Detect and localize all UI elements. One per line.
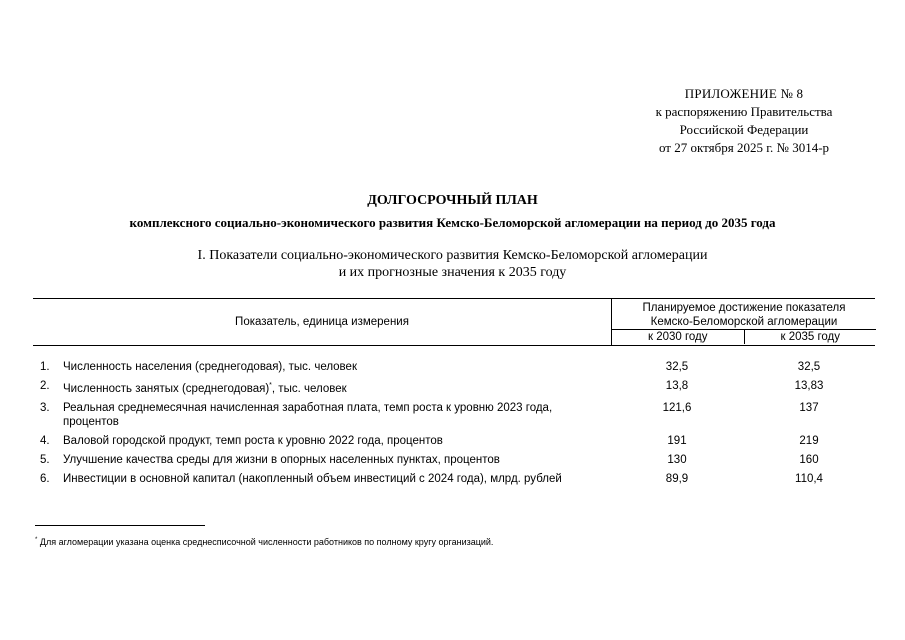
- row-number: 2.: [40, 380, 50, 392]
- row-indicator-text: Численность занятых (среднегодовая): [63, 382, 270, 395]
- section-heading-line-1: I. Показатели социально-экономического развития Кемско-Беломорской агломерации: [197, 248, 708, 263]
- row-value-2035: 13,83: [794, 380, 824, 392]
- table-row: [33, 434, 875, 448]
- row-number: 5.: [40, 453, 50, 466]
- table-row: [33, 360, 875, 374]
- footnote-mark: *: [35, 537, 38, 543]
- table-row: [33, 453, 875, 467]
- row-number: 1.: [40, 361, 50, 373]
- section-heading: [0, 247, 905, 281]
- row-value-2035: 110,4: [795, 472, 823, 485]
- appendix-title: ПРИЛОЖЕНИЕ № 8: [684, 86, 804, 101]
- row-number: 6.: [40, 472, 50, 485]
- row-value-2030: 130: [667, 453, 687, 466]
- section-heading-line-2: и их прогнозные значения к 2035 году: [338, 265, 567, 280]
- footnote-marker: *: [269, 382, 272, 389]
- planned-label: [612, 299, 876, 330]
- row-indicator: [63, 379, 611, 396]
- plan-title: ДОЛГОСРОЧНЫЙ ПЛАН: [367, 193, 538, 208]
- appendix-header: [629, 85, 859, 157]
- row-value-2030: 13,8: [665, 380, 689, 392]
- table-row: [33, 401, 875, 429]
- row-indicator: Инвестиции в основной капитал (накопленный объем инвестиций с 2024 года), млрд. рублей: [63, 472, 562, 485]
- year-headers: [612, 330, 876, 344]
- row-value-2035: 219: [799, 434, 819, 447]
- row-indicator-unit: , тыс. человек: [271, 382, 347, 395]
- row-value-2030: 89,9: [665, 472, 689, 485]
- column-header-2035: к 2035 году: [744, 330, 877, 344]
- row-indicator: Численность населения (среднегодовая), тыс. человек: [63, 361, 357, 373]
- row-value-2035: 32,5: [797, 361, 821, 373]
- row-number: 4.: [40, 434, 50, 447]
- planned-label-line-2: Кемско-Беломорской агломерации: [650, 316, 838, 328]
- row-value-2035: 160: [799, 453, 819, 466]
- row-indicator: Улучшение качества среды для жизни в опорных населенных пунктах, процентов: [63, 453, 500, 466]
- plan-subtitle: комплексного социально-экономического развития Кемско-Беломорской агломерации на период до 2035 года: [129, 215, 776, 230]
- appendix-line-1: к распоряжению Правительства: [655, 104, 833, 119]
- appendix-line-2: Российской Федерации: [679, 122, 809, 137]
- row-indicator: Валовой городской продукт, темп роста к уровню 2022 года, процентов: [63, 434, 443, 447]
- row-value-2030: 191: [667, 434, 687, 447]
- footnote: [35, 537, 493, 547]
- table-body: [33, 360, 875, 486]
- column-header-2030: к 2030 году: [647, 331, 708, 343]
- footnote-divider: [35, 525, 205, 526]
- footnote-text: Для агломерации указана оценка среднесписочной численности работников по полному кругу организаций.: [39, 537, 494, 547]
- column-header-indicator: Показатель, единица измерения: [235, 316, 409, 328]
- table-row: [33, 472, 875, 486]
- row-indicator: Реальная среднемесячная начисленная заработная плата, темп роста к уровню 2023 года, процентов: [63, 401, 553, 428]
- planned-label-line-1: Планируемое достижение показателя: [642, 302, 846, 314]
- row-value-2030: 121,6: [662, 401, 692, 414]
- column-header-planned: [611, 299, 876, 345]
- table-header: [33, 298, 875, 346]
- table-row: [33, 379, 875, 396]
- appendix-line-3: от 27 октября 2025 г. № 3014-р: [658, 140, 830, 155]
- indicators-table: [33, 298, 875, 491]
- row-number: 3.: [40, 401, 50, 414]
- row-value-2030: 32,5: [665, 361, 689, 373]
- row-value-2035: 137: [799, 401, 819, 414]
